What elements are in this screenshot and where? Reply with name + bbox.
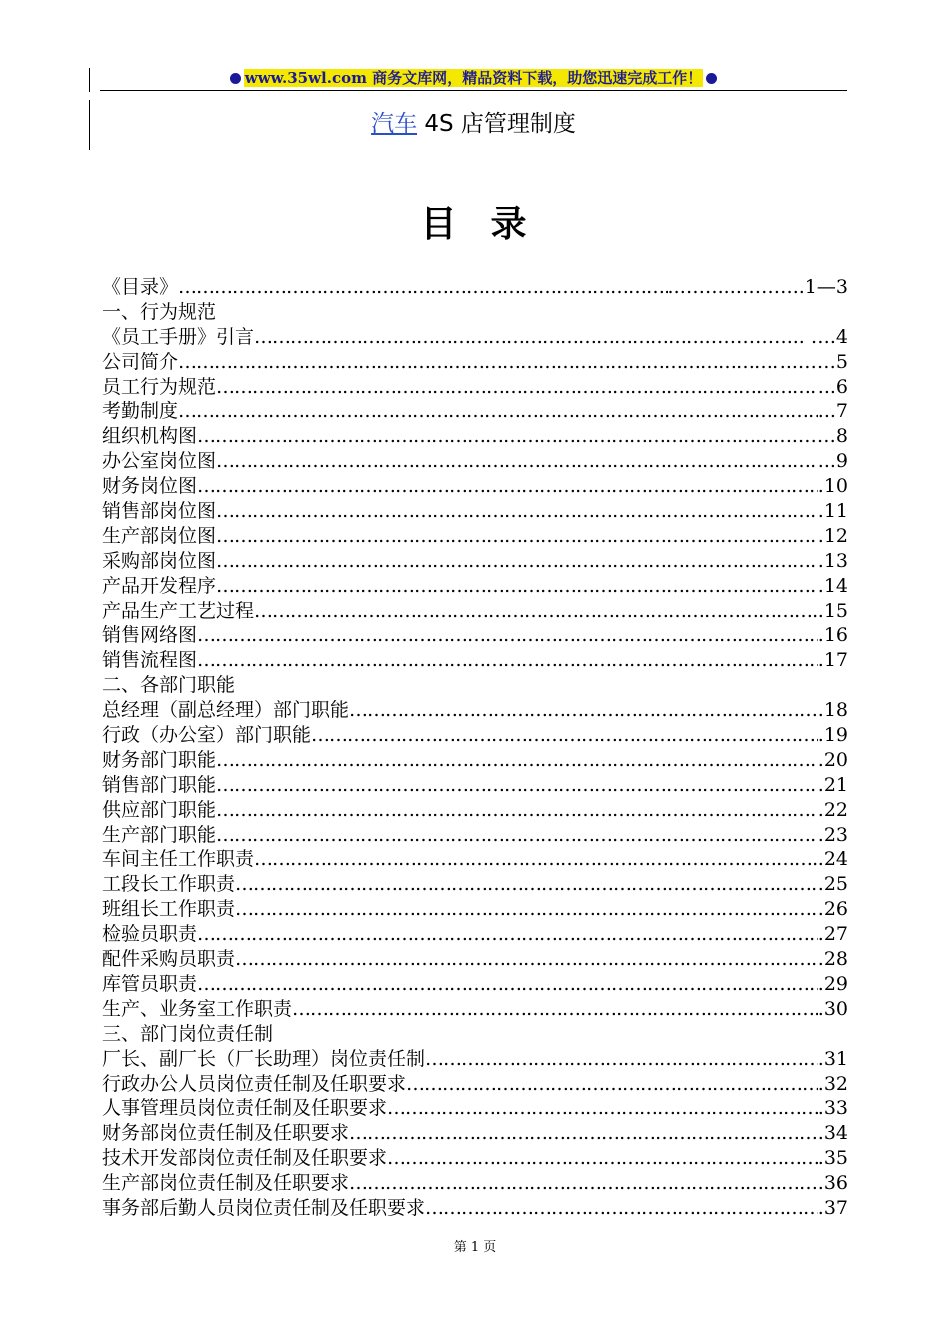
toc-section-heading: [102, 673, 848, 698]
toc-dot-leader: [235, 947, 818, 972]
toc-entry-label: 财务部门职能: [102, 748, 217, 771]
toc-dot-leader: [197, 648, 818, 673]
toc-entry[interactable]: [102, 474, 848, 499]
toc-entry[interactable]: [102, 325, 848, 350]
toc-entry[interactable]: [102, 623, 848, 648]
toc-entry-label: 库管员职责: [102, 972, 198, 995]
toc-page-number: .10: [817, 475, 848, 498]
toc-entry[interactable]: [102, 1196, 848, 1221]
toc-dot-leader: [216, 773, 818, 798]
toc-dot-leader: [235, 872, 818, 897]
toc-entry-label: 配件采购员职责: [102, 948, 236, 971]
toc-entry-label: 生产部岗位责任制及任职要求: [102, 1172, 350, 1195]
toc-page-number: .32: [817, 1072, 848, 1095]
toc-dot-leader: [216, 549, 818, 574]
toc-dot-leader: [254, 847, 818, 872]
toc-page-number: .24: [817, 848, 848, 871]
toc-entry[interactable]: [102, 947, 848, 972]
toc-dot-leader: [178, 350, 780, 375]
document-title: [100, 108, 847, 140]
toc-page-number: .19: [817, 724, 848, 747]
toc-entry-label: 《目录》: [102, 276, 179, 298]
toc-page-number: .25: [817, 873, 848, 896]
toc-page-number: .11: [817, 500, 848, 523]
toc-entry[interactable]: [102, 773, 848, 798]
toc-entry[interactable]: [102, 897, 848, 922]
toc-dot-leader: [216, 798, 818, 823]
toc-page-number: .34: [817, 1122, 848, 1145]
title-text: 4S 店管理制度: [417, 111, 576, 137]
margin-mark-title: [89, 100, 90, 150]
toc-dot-leader: [178, 399, 818, 424]
toc-dot-leader: [216, 574, 818, 599]
toc-dot-leader: [254, 599, 818, 624]
toc-section-heading: [102, 1022, 848, 1047]
toc-entry[interactable]: [102, 350, 848, 375]
toc-entry-label: 销售网络图: [102, 624, 198, 647]
toc-dot-leader: [254, 325, 693, 350]
toc-entry[interactable]: [102, 847, 848, 872]
toc-entry[interactable]: [102, 723, 848, 748]
toc-entry[interactable]: [102, 275, 848, 300]
toc-page-number: ..……...………..1—3: [667, 276, 848, 298]
toc-page-number: .36: [817, 1172, 848, 1195]
toc-entry-label: 车间主任工作职责: [102, 848, 255, 871]
toc-page-number: ...…………... ….4: [692, 325, 848, 348]
toc-entry[interactable]: [102, 449, 848, 474]
bullet-icon: [230, 73, 241, 84]
toc-page-number: ...7: [817, 400, 848, 423]
toc-dot-leader: [387, 1096, 818, 1121]
toc-entry-label: 《员工手册》引言: [102, 325, 255, 348]
toc-page-number: .18: [817, 699, 848, 722]
toc-entry-label: 考勤制度: [102, 400, 179, 423]
toc-entry[interactable]: [102, 1171, 848, 1196]
toc-page-number: .21: [817, 773, 848, 796]
toc-dot-leader: [197, 474, 818, 499]
toc-page-number: .20: [817, 748, 848, 771]
toc-entry[interactable]: [102, 798, 848, 823]
margin-mark-top: [89, 68, 90, 92]
toc-entry[interactable]: [102, 549, 848, 574]
toc-page-number: .16: [817, 624, 848, 647]
toc-page-number: .12: [817, 524, 848, 547]
toc-page-number: .26: [817, 898, 848, 921]
toc-dot-leader: [349, 698, 818, 723]
toc-entry[interactable]: [102, 524, 848, 549]
toc-entry[interactable]: [102, 872, 848, 897]
toc-entry-label: 检验员职责: [102, 923, 198, 946]
toc-entry-label: 总经理（副总经理）部门职能: [102, 699, 350, 722]
toc-entry-label: 采购部岗位图: [102, 549, 217, 572]
toc-entry-label: 人事管理员岗位责任制及任职要求: [102, 1097, 388, 1120]
toc-entry[interactable]: [102, 499, 848, 524]
toc-page-number: .33: [817, 1097, 848, 1120]
toc-dot-leader: [216, 499, 818, 524]
toc-page-number: .28: [817, 948, 848, 971]
toc-entry[interactable]: [102, 599, 848, 624]
toc-entry[interactable]: [102, 922, 848, 947]
toc-entry-label: 销售流程图: [102, 649, 198, 672]
toc-dot-leader: [216, 748, 818, 773]
toc-page-number: .14: [817, 574, 848, 597]
toc-entry[interactable]: [102, 399, 848, 424]
toc-entry[interactable]: [102, 648, 848, 673]
toc-dot-leader: [349, 1121, 818, 1146]
toc-page-number: ..……8: [785, 425, 848, 448]
toc-dot-leader: [425, 1196, 818, 1221]
toc-dot-leader: [216, 449, 818, 474]
toc-entry-label: 财务部岗位责任制及任职要求: [102, 1122, 350, 1145]
toc-page-number: .22: [817, 798, 848, 821]
toc-entry-label: 行政办公人员岗位责任制及任职要求: [102, 1072, 407, 1095]
toc-dot-leader: [387, 1146, 818, 1171]
toc-entry[interactable]: [102, 1096, 848, 1121]
toc-dot-leader: [406, 1072, 818, 1097]
toc-entry-label: 二、各部门职能: [102, 674, 236, 697]
toc-heading: 目录: [420, 204, 561, 245]
toc-page-number: .17: [817, 649, 848, 672]
toc-entry-label: 办公室岗位图: [102, 450, 217, 473]
toc-dot-leader: [235, 897, 818, 922]
toc-page-number: .13: [817, 549, 848, 572]
header-rule: [100, 90, 847, 91]
toc-page-number: .15: [817, 599, 848, 622]
toc-dot-leader: [216, 524, 818, 549]
page-footer: 第 1 页: [453, 1240, 497, 1255]
toc-page-number: .23: [817, 823, 848, 846]
toc-entry-label: 生产部门职能: [102, 823, 217, 846]
toc-page-number: .37: [817, 1196, 848, 1219]
toc-entry-label: 工段长工作职责: [102, 873, 236, 896]
toc-entry[interactable]: [102, 424, 848, 449]
toc-page-number: .35: [817, 1147, 848, 1170]
toc-dot-leader: [292, 997, 818, 1022]
toc-entry-label: 公司简介: [102, 350, 179, 373]
toc-entry-label: 员工行为规范: [102, 375, 217, 398]
toc-entry[interactable]: [102, 375, 848, 400]
toc-entry-label: 三、部门岗位责任制: [102, 1022, 274, 1045]
toc-section-heading: [102, 300, 848, 325]
toc-dot-leader: [216, 375, 818, 400]
toc-dot-leader: [216, 823, 818, 848]
toc-entry[interactable]: [102, 1072, 848, 1097]
toc-dot-leader: [178, 275, 668, 300]
toc-dot-leader: [425, 1047, 818, 1072]
toc-entry[interactable]: [102, 748, 848, 773]
toc-entry-label: 事务部后勤人员岗位责任制及任职要求: [102, 1196, 426, 1219]
bullet-icon: [706, 73, 717, 84]
toc-entry[interactable]: [102, 574, 848, 599]
toc-entry-label: 厂长、副厂长（厂长助理）岗位责任制: [102, 1047, 426, 1070]
toc-entry-label: 技术开发部岗位责任制及任职要求: [102, 1147, 388, 1170]
toc-page-number: ...……5: [779, 350, 848, 373]
banner-text[interactable]: www.35wl.com 商务文库网，精品资料下载，助您迅速完成工作！: [244, 69, 703, 87]
toc-entry-label: 销售部岗位图: [102, 500, 217, 523]
site-banner[interactable]: [100, 66, 847, 90]
toc-dot-leader: [197, 922, 818, 947]
toc-page-number: .30: [817, 997, 848, 1020]
toc-entry-label: 组织机构图: [102, 425, 198, 448]
toc-dot-leader: [311, 723, 818, 748]
toc-entry[interactable]: [102, 823, 848, 848]
toc-page-number: .29: [817, 972, 848, 995]
toc-page-number: .27: [817, 923, 848, 946]
toc-page-number: .31: [817, 1047, 848, 1070]
toc-entry[interactable]: [102, 1047, 848, 1072]
toc-page-number: ...6: [817, 375, 848, 398]
toc-page-number: ...9: [817, 450, 848, 473]
toc-entry-label: 班组长工作职责: [102, 898, 236, 921]
toc-entry-label: 生产、业务室工作职责: [102, 997, 293, 1020]
toc-entry[interactable]: [102, 972, 848, 997]
toc-entry[interactable]: [102, 997, 848, 1022]
toc-entry[interactable]: [102, 1146, 848, 1171]
toc-entry-label: 供应部门职能: [102, 798, 217, 821]
title-link[interactable]: 汽车: [371, 111, 418, 137]
toc-dot-leader: [197, 972, 818, 997]
toc-entry-label: 一、行为规范: [102, 300, 217, 323]
toc-dot-leader: [197, 623, 818, 648]
toc-entry[interactable]: [102, 1121, 848, 1146]
toc-entry[interactable]: [102, 698, 848, 723]
toc-entry-label: 产品开发程序: [102, 574, 217, 597]
toc-entry-label: 销售部门职能: [102, 773, 217, 796]
toc-entry-label: 行政（办公室）部门职能: [102, 724, 312, 747]
toc-entry-label: 产品生产工艺过程: [102, 599, 255, 622]
toc-dot-leader: [197, 424, 786, 449]
toc-entry-label: 财务岗位图: [102, 475, 198, 498]
toc-dot-leader: [349, 1171, 818, 1196]
table-of-contents: [102, 275, 848, 1221]
toc-entry-label: 生产部岗位图: [102, 524, 217, 547]
